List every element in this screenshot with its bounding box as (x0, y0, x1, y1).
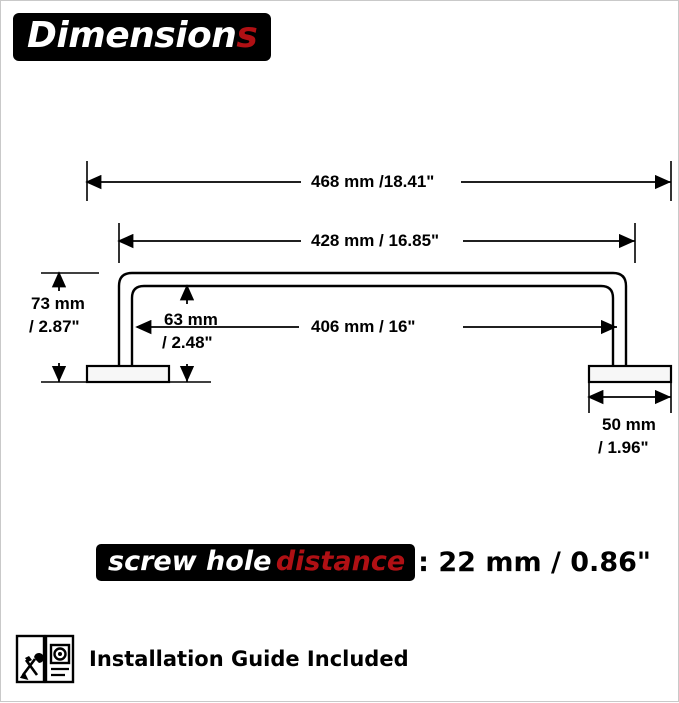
installation-guide-icon (15, 633, 77, 685)
screw-hole-value: : 22 mm / 0.86" (418, 547, 651, 578)
installation-guide-text: Installation Guide Included (89, 647, 409, 671)
installation-guide-row (15, 633, 409, 685)
dimension-label-overall-depth-line1: 73 mm (31, 294, 85, 313)
page-title: Dimension (27, 15, 237, 56)
towel-bar-technical-drawing (1, 1, 679, 703)
dimension-label-bracket-width-line1: 50 mm (602, 415, 656, 434)
screw-hole-badge-label: screw hole (108, 546, 272, 577)
dimension-label-bar-length: 406 mm / 16" (311, 317, 416, 336)
dimension-label-bracket-center-length: 428 mm / 16.85" (311, 231, 440, 250)
dimension-label-bar-depth-line2: / 2.48" (162, 333, 213, 352)
dimension-label-overall-length: 468 mm /18.41" (311, 172, 435, 191)
dimension-label-overall-depth-line2: / 2.87" (29, 317, 80, 336)
screw-hole-distance-row (96, 544, 651, 581)
page-title-accent: s (236, 15, 258, 56)
screw-hole-badge-accent: distance (275, 546, 406, 577)
dimension-label-bracket-width-line2: / 1.96" (598, 438, 649, 457)
dimension-label-bar-depth-line1: 63 mm (164, 310, 218, 329)
screw-hole-badge (96, 544, 415, 581)
